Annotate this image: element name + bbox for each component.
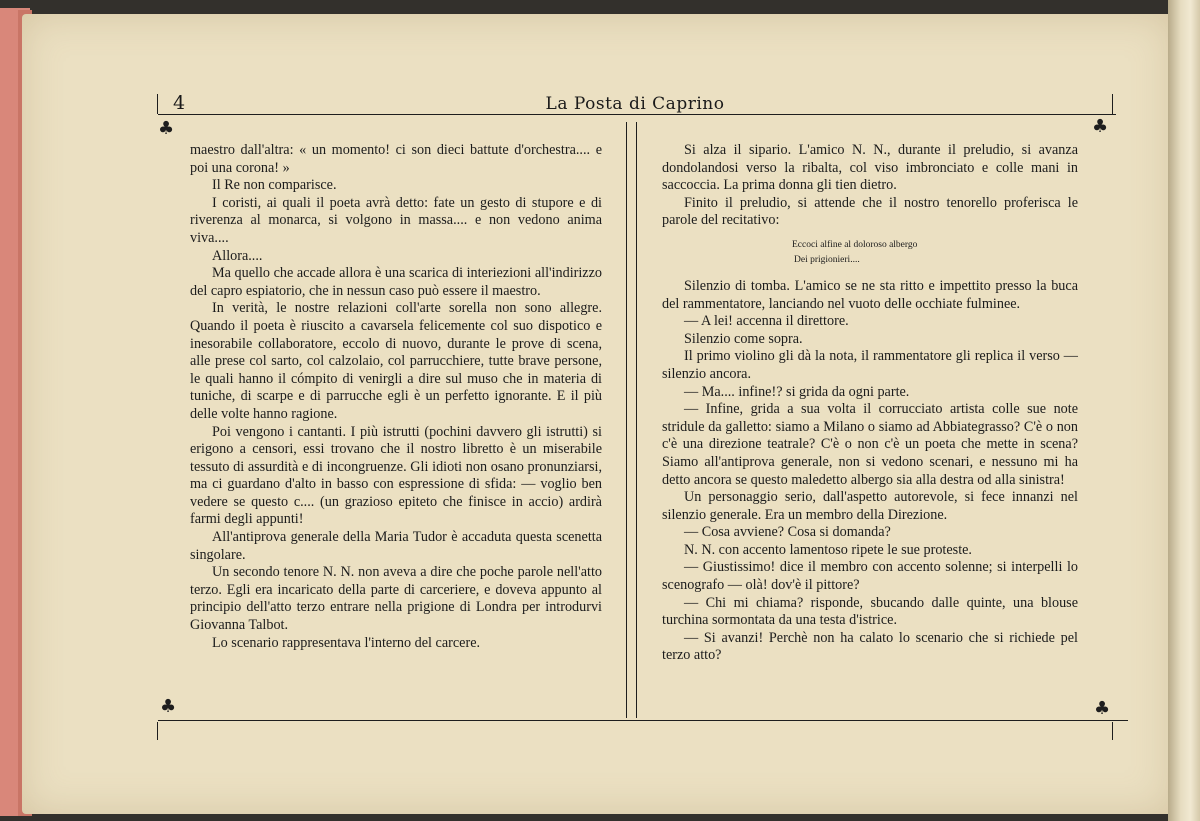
paragraph: In verità, le nostre relazioni coll'arte sorella non sono allegre. Quando il poeta è riuscito a cavarsela felicemente col suo dispotico e inesorabile collaboratore, eccolo di nuovo, durante le prove di scena, alle prese col sarto, col calzolaio, col parrucchiere, tutte brave persone, le quali hanno il cómpito di venirgli a dire sul muso che in materia di tuniche, di scarpe e di parrucche egli è un perfetto ignorante. E il più delle volte hanno ragione. <box>190 300 602 422</box>
page-number: 4 <box>173 92 186 114</box>
paragraph: Allora.... <box>212 247 263 264</box>
header-tick-right <box>1112 94 1113 114</box>
paragraph: Si alza il sipario. L'amico N. N., durante il preludio, si avanza dondolandosi verso la ribalta, col viso imbronciato e colle mani in saccoccia. La prima donna gli tien dietro. <box>662 142 1078 194</box>
paragraph: Il Re non comparisce. <box>212 177 337 194</box>
verse-line: Eccoci alfine al doloroso albergo <box>792 239 918 250</box>
club-ornament-icon: ♣ <box>1092 116 1109 137</box>
club-ornament-icon: ♣ <box>1094 698 1111 719</box>
running-title: La Posta di Caprino <box>545 94 725 114</box>
column-divider-right <box>636 122 637 718</box>
paragraph: — Infine, grida a sua volta il corrucciato artista colle sue note stridule da galletto: siamo a Milano o siamo ad Abbiategrasso? C'è o non c'è una direzione teatrale? C'è o non c'è un poeta che mette in scena? Siamo all'antiprova generale, non si vedono scenari, e nessuno mi ha detto ancora se questo maledetto albergo sia alla destra od alla sinistra! <box>662 401 1078 488</box>
paragraph: maestro dall'altra: « un momento! ci son dieci battute d'orchestra.... e poi una corona! » <box>190 142 602 176</box>
paragraph: N. N. con accento lamentoso ripete le sue proteste. <box>684 541 972 558</box>
paragraph: Il primo violino gli dà la nota, il rammentatore gli replica il verso — silenzio ancora. <box>662 348 1078 382</box>
book-gutter <box>1168 0 1200 821</box>
paragraph: Un secondo tenore N. N. non aveva a dire che poche parole nell'atto terzo. Egli era incaricato della parte di carceriere, e doveva appunto al principio dell'atto terzo entrare nella prigione di Londra per introdurvi Giovanna Talbot. <box>190 564 602 634</box>
paragraph: Poi vengono i cantanti. I più istrutti (pochini davvero gli istrutti) si erigono a censori, essi trovano che il nostro libretto è un miserabile tessuto di assurdità e di incongruenze. Gli idioti non osano pronunziarsi, ma ci guardano d'alto in basso con espressione di sfida: — voglio ben vedere se questo c.... (un grazioso epiteto che finisce in accio) ardirà farmi degli appunti! <box>190 423 602 528</box>
paragraph: I coristi, ai quali il poeta avrà detto: fate un gesto di stupore e di riverenza al monarca, si volgono in massa.... e non vedono anima viva.... <box>190 194 602 246</box>
footer-tick-left <box>157 722 158 740</box>
column-right <box>662 142 1078 665</box>
paragraph: — Giustissimo! dice il membro con accento solenne; si interpelli lo scenografo — olà! dov'è il pittore? <box>662 559 1078 594</box>
paragraph: Lo scenario rappresentava l'interno del carcere. <box>212 634 481 651</box>
paragraph: Silenzio come sopra. <box>684 330 803 347</box>
club-ornament-icon: ♣ <box>158 118 175 139</box>
footer-tick-right <box>1112 722 1113 740</box>
footer-rule <box>158 720 1128 721</box>
column-left <box>190 142 602 652</box>
paragraph: Ma quello che accade allora è una scarica di interiezioni all'indirizzo del capro espiatorio, che in nessun caso può essere il maestro. <box>190 265 602 299</box>
paragraph: Finito il preludio, si attende che il nostro tenorello proferisca le parole del recitativo: <box>662 194 1078 229</box>
verse-quote <box>792 238 1078 268</box>
paragraph: Silenzio di tomba. L'amico se ne sta ritto e impettito presso la buca del rammentatore, lanciando nel vuoto delle occhiate fulminee. <box>662 277 1078 312</box>
club-ornament-icon: ♣ <box>160 696 177 717</box>
paragraph: — Chi mi chiama? risponde, sbucando dalle quinte, una blouse turchina sormontata da una testa d'istrice. <box>662 594 1078 629</box>
header-rule <box>158 114 1116 115</box>
paragraph: — A lei! accenna il direttore. <box>684 313 849 330</box>
paragraph: All'antiprova generale della Maria Tudor è accaduta questa scenetta singolare. <box>190 529 602 563</box>
paragraph: — Ma.... infine!? si grida da ogni parte. <box>684 383 910 400</box>
verse-line: Dei prigionieri.... <box>794 254 860 265</box>
paragraph: — Cosa avviene? Cosa si domanda? <box>684 524 891 541</box>
page-header <box>155 92 1115 116</box>
paragraph: — Si avanzi! Perchè non ha calato lo scenario che si richiede pel terzo atto? <box>662 629 1078 664</box>
paragraph: Un personaggio serio, dall'aspetto autorevole, si fece innanzi nel silenzio generale. Era un membro della Direzione. <box>662 489 1078 523</box>
header-tick-left <box>157 94 158 114</box>
column-divider-left <box>626 122 627 718</box>
